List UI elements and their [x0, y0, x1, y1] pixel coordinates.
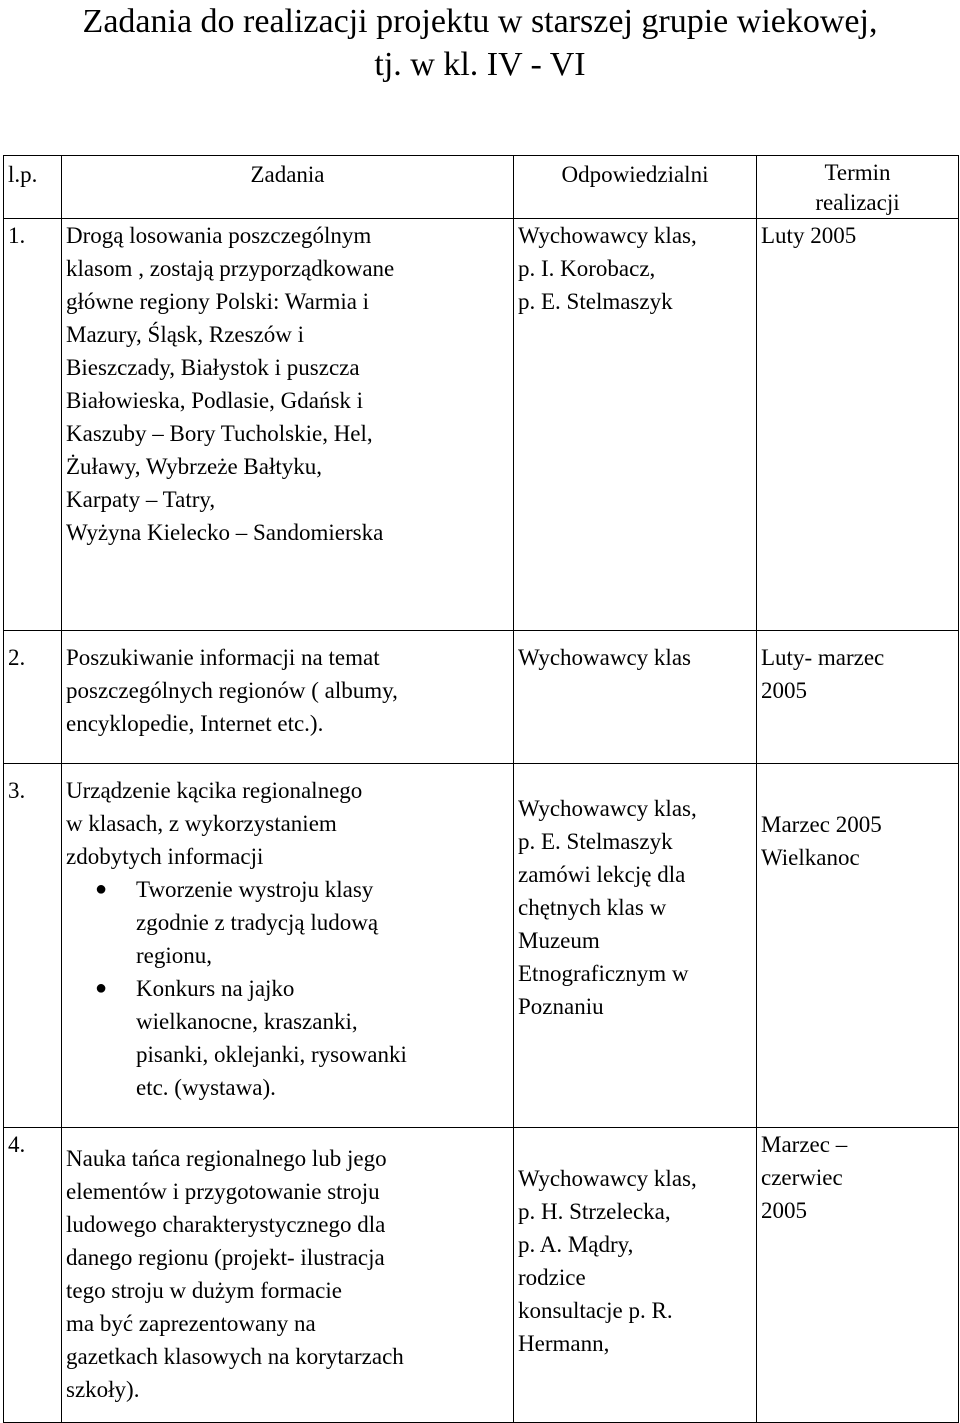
task-line: Żuławy, Wybrzeże Bałtyku, — [66, 454, 322, 479]
responsible-line: p. E. Stelmaszyk — [518, 829, 673, 854]
responsible-line: Poznaniu — [518, 994, 604, 1019]
bullet-line: wielkanocne, kraszanki, — [136, 1009, 358, 1034]
page-title — [0, 0, 960, 86]
header-termin — [757, 156, 959, 219]
cell-odpowiedzialni — [514, 764, 757, 1128]
task-line: Białowieska, Podlasie, Gdańsk i — [66, 388, 364, 413]
deadline-line: 2005 — [761, 1198, 807, 1223]
cell-zadania — [62, 764, 514, 1128]
bullet-line: Tworzenie wystroju klasy — [136, 877, 374, 902]
bullet-line: pisanki, oklejanki, rysowanki — [136, 1042, 407, 1067]
table-row — [4, 219, 959, 631]
task-line: danego regionu (projekt- ilustracja — [66, 1245, 385, 1270]
task-line: encyklopedie, Internet etc.). — [66, 711, 324, 736]
responsible-line: Wychowawcy klas, — [518, 796, 697, 821]
cell-lp — [4, 1128, 62, 1423]
responsible-line: zamówi lekcję dla — [518, 862, 686, 887]
cell-lp — [4, 764, 62, 1128]
responsible-line: p. I. Korobacz, — [518, 256, 656, 281]
bullet-item — [66, 873, 509, 972]
cell-termin — [757, 764, 959, 1128]
table-row — [4, 1128, 959, 1423]
cell-lp — [4, 631, 62, 764]
responsible-line: Hermann, — [518, 1331, 610, 1356]
bullet-dot-icon: ● — [94, 977, 108, 999]
cell-termin — [757, 219, 959, 631]
title-line-2: tj. w kl. IV - VI — [374, 46, 586, 83]
header-zadania: Zadania — [62, 156, 514, 219]
task-line: szkoły). — [66, 1377, 140, 1402]
cell-zadania — [62, 219, 514, 631]
responsible-line: chętnych klas w — [518, 895, 667, 920]
task-line: Urządzenie kącika regionalnego — [66, 778, 363, 803]
responsible-line: Wychowawcy klas, — [518, 223, 697, 248]
cell-odpowiedzialni — [514, 631, 757, 764]
deadline-line: Luty 2005 — [761, 223, 857, 248]
deadline-line: Marzec – — [761, 1132, 848, 1157]
cell-odpowiedzialni — [514, 219, 757, 631]
table-row — [4, 764, 959, 1128]
cell-termin — [757, 1128, 959, 1423]
task-line: elementów i przygotowanie stroju — [66, 1179, 380, 1204]
responsible-line: Wychowawcy klas, — [518, 1166, 697, 1191]
bullet-dot-icon: ● — [94, 878, 108, 900]
bullet-line: Konkurs na jajko — [136, 976, 295, 1001]
responsible-line: p. H. Strzelecka, — [518, 1199, 671, 1224]
row-number: 1. — [8, 223, 26, 248]
task-line: główne regiony Polski: Warmia i — [66, 289, 370, 314]
task-line: zdobytych informacji — [66, 844, 264, 869]
responsible-line: konsultacje p. R. — [518, 1298, 673, 1323]
task-line: gazetkach klasowych na korytarzach — [66, 1344, 404, 1369]
cell-zadania — [62, 631, 514, 764]
task-line: Mazury, Śląsk, Rzeszów i — [66, 322, 305, 347]
task-line: Drogą losowania poszczególnym — [66, 223, 372, 248]
task-line: Wyżyna Kielecko – Sandomierska — [66, 520, 384, 545]
responsible-line: p. E. Stelmaszyk — [518, 289, 673, 314]
header-termin-line-1: Termin — [824, 160, 891, 185]
responsible-line: rodzice — [518, 1265, 586, 1290]
cell-termin — [757, 631, 959, 764]
deadline-line: 2005 — [761, 678, 807, 703]
header-odpowiedzialni: Odpowiedzialni — [514, 156, 757, 219]
table-header-row — [4, 156, 959, 219]
task-line: Kaszuby – Bory Tucholskie, Hel, — [66, 421, 373, 446]
responsible-line: p. A. Mądry, — [518, 1232, 634, 1257]
task-line: poszczególnych regionów ( albumy, — [66, 678, 398, 703]
bullet-line: zgodnie z tradycją ludową — [136, 910, 379, 935]
task-line: ma być zaprezentowany na — [66, 1311, 316, 1336]
row-number: 3. — [8, 778, 26, 803]
task-line: ludowego charakterystycznego dla — [66, 1212, 386, 1237]
row-number: 4. — [8, 1132, 26, 1157]
cell-odpowiedzialni — [514, 1128, 757, 1423]
responsible-line: Etnograficznym w — [518, 961, 689, 986]
deadline-line: czerwiec — [761, 1165, 843, 1190]
task-line: klasom , zostają przyporządkowane — [66, 256, 395, 281]
task-line: w klasach, z wykorzystaniem — [66, 811, 337, 836]
table-row — [4, 631, 959, 764]
header-lp: l.p. — [4, 156, 62, 219]
cell-zadania — [62, 1128, 514, 1423]
task-line: Bieszczady, Białystok i puszcza — [66, 355, 360, 380]
task-line: tego stroju w dużym formacie — [66, 1278, 342, 1303]
bullet-item — [66, 972, 509, 1104]
deadline-line: Luty- marzec — [761, 645, 885, 670]
header-termin-line-2: realizacji — [815, 190, 900, 215]
bullet-line: regionu, — [136, 943, 213, 968]
responsible-line: Wychowawcy klas — [518, 645, 691, 670]
title-line-1: Zadania do realizacji projektu w starszej grupie wiekowej, — [82, 3, 878, 40]
row-number: 2. — [8, 645, 26, 670]
responsible-line: Muzeum — [518, 928, 600, 953]
task-line: Poszukiwanie informacji na temat — [66, 645, 380, 670]
task-line: Karpaty – Tatry, — [66, 487, 216, 512]
bullet-line: etc. (wystawa). — [136, 1075, 276, 1100]
tasks-table — [3, 155, 959, 1423]
deadline-line: Marzec 2005 — [761, 812, 882, 837]
task-line: Nauka tańca regionalnego lub jego — [66, 1146, 387, 1171]
deadline-line: Wielkanoc — [761, 845, 860, 870]
cell-lp — [4, 219, 62, 631]
